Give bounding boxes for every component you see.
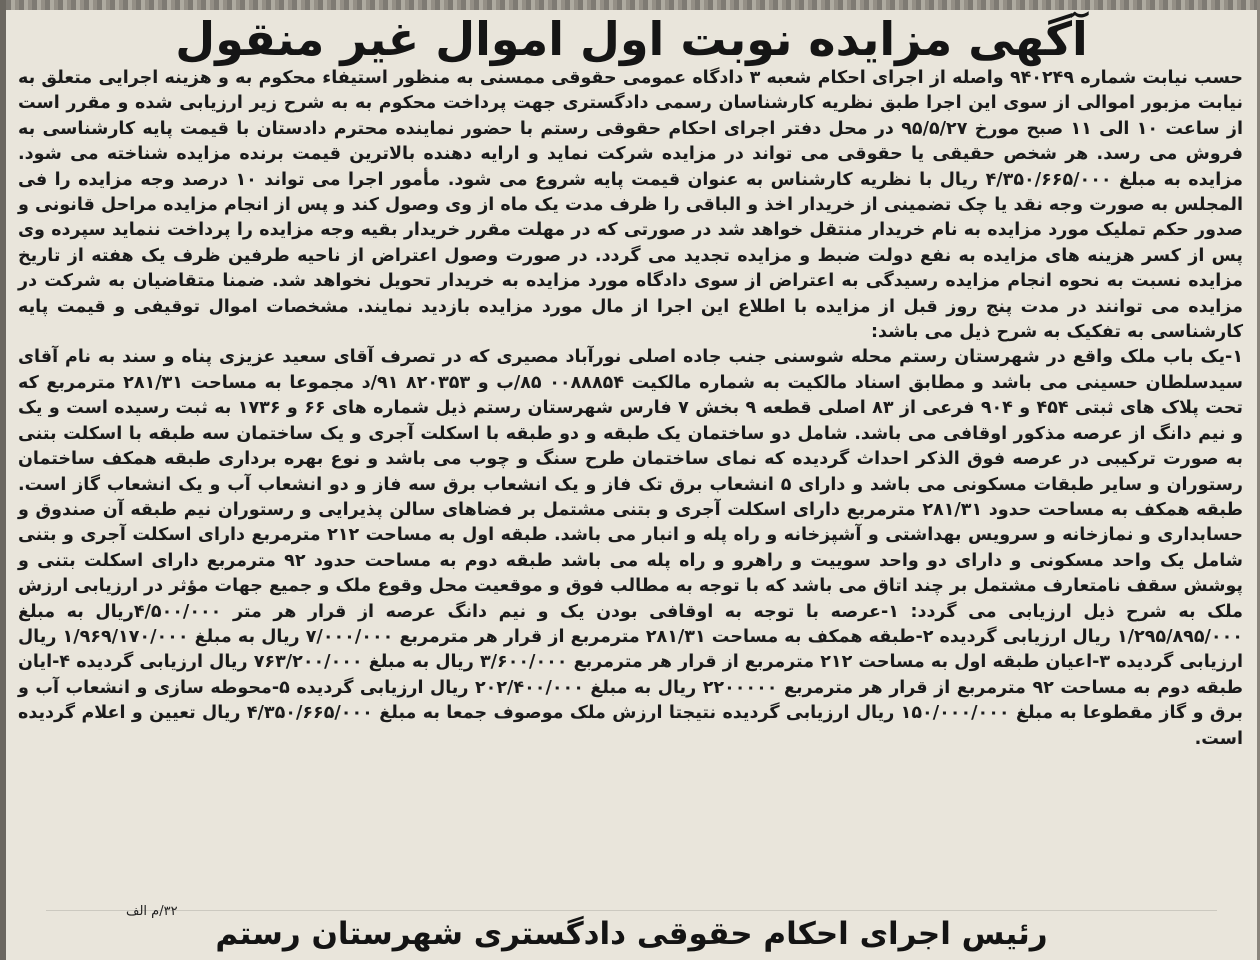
notice-body [18, 66, 1243, 912]
torn-top-edge [6, 0, 1257, 10]
signature-divider [46, 910, 1217, 911]
notice-paragraph-conditions: حسب نیابت شماره ۹۴۰۲۴۹ واصله از اجرای احکام شعبه ۳ دادگاه عمومی حقوقی ممسنی به منظور استیفاء محکوم به و هزینه اجرایی متعلق به نیابت مزبور اموالی از سوی این اجرا طبق نظریه کارشناسان رسمی دادگستری جهت پرداخت محکوم به به شرح زیر ارزیابی شده و مقرر است از ساعت ۱۰ الی ۱۱ صبح مورخ ۹۵/۵/۲۷ در محل دفتر اجرای احکام حقوقی رستم با حضور نماینده محترم دادستان با قیمت پایه کارشناسی به فروش می رسد. هر شخص حقیقی یا حقوقی می تواند در مزایده شرکت نماید و ارایه دهنده بالاترین قیمت برنده مزایده شناخته می شود. مزایده به مبلغ ۴/۳۵۰/۶۶۵/۰۰۰ ریال با نظریه کارشناس به عنوان قیمت پایه شروع می شود. مأمور اجرا می تواند ۱۰ درصد وجه مزایده را فی المجلس به صورت وجه نقد یا چک تضمینی از خریدار اخذ و الباقی را ظرف مدت یک ماه از وی وصول کند و پس از انجام مزایده مراحل قانونی و صدور حکم تملیک مورد مزایده به نام خریدار منتقل خواهد شد در صورتی که در مهلت مقرر خریدار بقیه وجه مزایده را پرداخت ننماید سپرده وی پس از کسر هزینه های مزایده به نفع دولت ضبط و مزایده تجدید می گردد. در صورت وصول اعتراض از ناحیه طرفین ظرف یک هفته از تاریخ مزایده نسبت به نحوه انجام مزایده رسیدگی به اعتراض از سوی دادگاه مورد مزایده به خریدار تحویل نخواهد شد. ضمنا متقاضیان به شرکت در مزایده می توانند در مدت پنج روز قبل از مزایده با اطلاع این اجرا از مال مورد مزایده بازدید نمایند. مشخصات اموال توقیفی و قیمت پایه کارشناسی به تفکیک به شرح ذیل می باشد: [18, 68, 1244, 343]
notice-paragraph-property: ۱-یک باب ملک واقع در شهرستان رستم محله شوسنی جنب جاده اصلی نورآباد مصیری که در تصرف آقای سعید عزیزی پناه و سند به نام آقای سیدسلطان حسینی می باشد و مطابق اسناد مالکیت به شماره مالکیت ۰۰۸۸۸۵۴ ۸۵/ب و ۸۲۰۳۵۳ ۹۱/د مجموعا به مساحت ۲۸۱/۳۱ مترمربع که تحت پلاک های ثبتی ۴۵۴ و ۹۰۴ فرعی از ۸۳ اصلی قطعه ۹ بخش ۷ فارس شهرستان رستم ذیل شماره های ۶۶ و ۱۷۳۶ به ثبت رسیده است و یک و نیم دانگ از عرصه مذکور اوقافی می باشد. شامل دو ساختمان یک طبقه و دو طبقه با اسکلت آجری و یک ساختمان سه طبقه با اسکلت بتنی به صورت ترکیبی در عرصه فوق الذکر احداث گردیده که نمای ساختمان طرح سنگ و چوب می باشد و نوع بهره برداری طبقه همکف ساختمان رستوران و سایر طبقات مسکونی می باشد و دارای ۵ انشعاب برق تک فاز و یک انشعاب برق سه فاز و دو انشعاب آب و یک انشعاب گاز است. طبقه همکف به مساحت حدود ۲۸۱/۳۱ مترمربع دارای اسکلت آجری و بتنی مشتمل بر فضاهای سالن پذیرایی و رستوران نیم طبقه آن صندوق و حسابداری و نمازخانه و سرویس بهداشتی و آشپزخانه و راه پله و انبار می باشد. طبقه اول به مساحت ۲۱۲ مترمربع دارای اسکلت آجری و بتنی شامل یک واحد مسکونی و دارای دو واحد سوییت و راهرو و راه پله می باشد طبقه دوم به مساحت حدود ۹۲ مترمربع دارای اسکلت بتنی و پوشش سقف نامتعارف مشتمل بر چند اتاق می باشد که با توجه به مطالب فوق و موقعیت محل وقوع ملک و جمیع جهات مؤثر در ارزیابی ارزش ملک به شرح ذیل ارزیابی می گردد: ۱-عرصه با توجه به اوقافی بودن یک و نیم دانگ عرصه از قرار هر متر ۴/۵۰۰/۰۰۰ریال به مبلغ ۱/۲۹۵/۸۹۵/۰۰۰ ریال ارزیابی گردیده ۲-طبقه همکف به مساحت ۲۸۱/۳۱ مترمربع از قرار هر مترمربع ۷/۰۰۰/۰۰۰ ریال به مبلغ ۱/۹۶۹/۱۷۰/۰۰۰ ریال ارزیابی گردیده ۳-اعیان طبقه اول به مساحت ۲۱۲ مترمربع از قرار هر مترمربع ۳/۶۰۰/۰۰۰ ریال به مبلغ ۷۶۳/۲۰۰/۰۰۰ ریال ارزیابی گردیده ۴-ایان طبقه دوم به مساحت ۹۲ مترمربع از قرار هر مترمربع ۲۲۰۰۰۰۰ ریال به مبلغ ۲۰۲/۴۰۰/۰۰۰ ریال ارزیابی گردیده ۵-محوطه سازی و انشعاب آب و برق و گاز مقطوعا به مبلغ ۱۵۰/۰۰۰/۰۰۰ ریال ارزیابی گردیده نتیجتا ارزش ملک موصوف جمعا به مبلغ ۴/۳۵۰/۶۶۵/۰۰۰ ریال تعیین و اعلام گردیده است. [17, 347, 1244, 749]
notice-title: آگهی مزایده نوبت اول اموال غیر منقول [175, 12, 1088, 66]
notice-signature: رئیس اجرای احکام حقوقی دادگستری شهرستان رستم [215, 916, 1048, 952]
notice-code: ۳۲/م الف [126, 904, 178, 919]
